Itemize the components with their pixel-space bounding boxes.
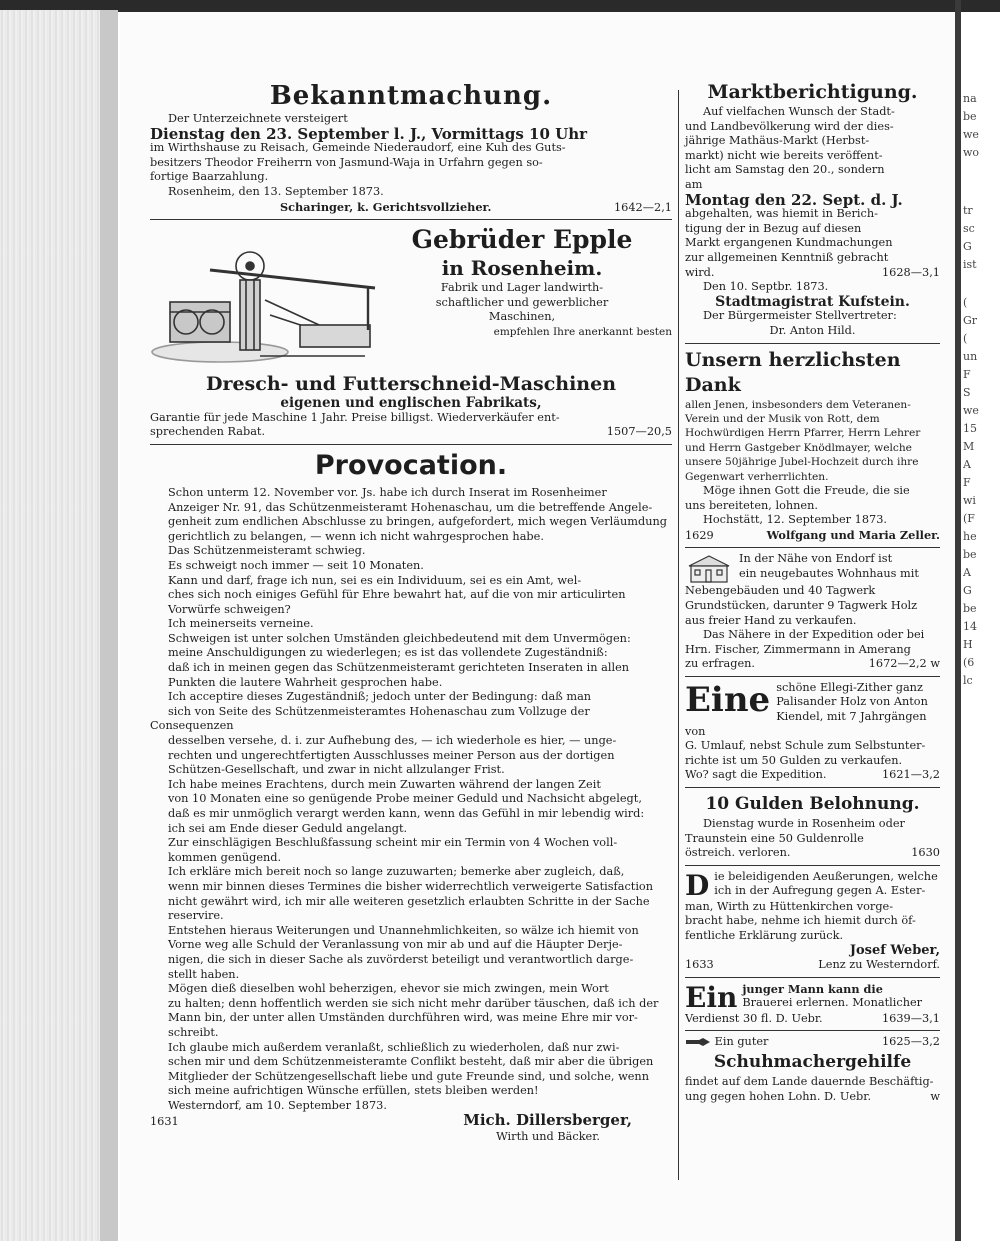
paragraph — [150, 924, 672, 982]
edge-fragment: 15 — [963, 422, 977, 435]
text-line: Das Nähere in der Expedition oder bei — [703, 628, 925, 642]
text-line: Wo? sagt die Expedition. — [685, 768, 827, 782]
paragraph — [150, 982, 672, 1040]
column-rule — [678, 90, 679, 1180]
paragraph — [150, 690, 672, 778]
text-line: und Herrn Gastgeber Knödlmayer, welche — [685, 441, 912, 454]
text-line: am — [685, 177, 703, 191]
text-line: Der Unterzeichnete versteigert — [168, 112, 348, 125]
drop-initial: D — [685, 868, 710, 902]
divider — [685, 547, 940, 548]
divider — [150, 444, 672, 445]
ad-weber — [685, 870, 940, 973]
text-line: Punkten die lautere Wahrheit gesprochen habe. — [168, 675, 443, 689]
edge-fragment: sc — [963, 222, 975, 235]
ad-endorf — [685, 552, 940, 672]
epple-subtitle: in Rosenheim. — [441, 256, 603, 281]
divider — [150, 219, 672, 220]
text-line: tigung der in Bezug auf diesen — [685, 221, 862, 235]
ad-schuhmacher — [685, 1035, 940, 1104]
paragraph — [150, 632, 672, 690]
text-line: ich sei am Ende dieser Geduld angelangt. — [168, 821, 408, 835]
edge-fragment: ( — [963, 296, 968, 309]
house-icon — [685, 554, 733, 584]
product-subline: eigenen und englischen Fabrikats, — [280, 395, 542, 412]
left-column — [150, 80, 672, 1145]
text-line: Schützen-Gesellschaft, und zwar in nicht allzulanger Frist. — [168, 763, 505, 777]
text-line: Vorne weg alle Schuld der Veranlassung von mir ab und auf die Häupter Derje- — [168, 938, 623, 952]
ref-number: 1628—3,1 — [881, 265, 940, 279]
text-line: Schweigen ist unter solchen Umständen gleichbedeutend mit dem Unvermögen: — [168, 631, 631, 645]
text-line: ung gegen hohen Lohn. D. Uebr. — [685, 1089, 872, 1103]
text-line: empfehlen Ihre anerkannt besten — [493, 325, 672, 338]
text-line: Ich habe meines Erachtens, durch mein Zuwarten während der langen Zeit — [168, 777, 601, 791]
text-line: schreibt. — [168, 1025, 219, 1039]
text-line: markt) nicht wie bereits veröffent- — [685, 148, 883, 162]
ad-bekanntmachung — [150, 80, 672, 215]
edge-fragment: he — [963, 530, 977, 543]
edge-fragment: be — [963, 110, 977, 123]
text-line: Zur einschlägigen Beschlußfassung scheint mir ein Termin von 4 Wochen voll- — [168, 836, 618, 850]
provocation-title: Provocation. — [314, 449, 508, 481]
ref-number: 1630 — [911, 846, 940, 860]
text-line: schen mir und dem Schützenmeisteramte Conflikt besteht, daß mir aber die übrigen — [168, 1055, 654, 1069]
date-line: Den 10. Septbr. 1873. — [703, 280, 829, 294]
market-date: Montag den 22. Sept. d. J. — [685, 190, 903, 209]
paragraph — [150, 865, 672, 923]
edge-fragment: Gr — [963, 314, 978, 327]
text-line: sich meine aufrichtigen Wünsche erfüllen, stets bleiben werden! — [168, 1084, 539, 1098]
text-line: zu halten; denn hoffentlich werden sie sich nicht mehr darüber täuschen, daß ich der — [168, 996, 659, 1010]
text-line: aus freier Hand zu verkaufen. — [685, 613, 857, 627]
paragraph — [150, 617, 672, 632]
text-line: zu erfragen. — [685, 657, 756, 671]
text-line: daß ich in meinen gegen das Schützenmeisteramt gerichteten Inseraten in allen — [168, 661, 630, 675]
text-line: Es schweigt noch immer — seit 10 Monaten. — [168, 558, 424, 572]
signature: Josef Weber, — [849, 942, 940, 958]
edge-fragment: H — [963, 638, 973, 651]
divider — [685, 865, 940, 866]
text-line: Möge ihnen Gott die Freude, die sie — [703, 483, 910, 497]
text-line: und Landbevölkerung wird der dies- — [685, 119, 894, 133]
text-line: kommen genügend. — [168, 850, 282, 864]
page-fold — [955, 0, 961, 1241]
paragraph — [150, 778, 672, 836]
edge-fragment: (6 — [963, 656, 975, 669]
divider — [685, 1030, 940, 1031]
signature: Mich. Dillersberger, — [463, 1111, 632, 1130]
text-line: Ich erkläre mich bereit noch so lange zuzuwarten; bemerke aber zugleich, daß, — [168, 865, 625, 879]
text-line: Mann bin, der unter allen Umständen durchführen wird, was meine Ehre mir vor- — [168, 1011, 638, 1025]
paragraph — [150, 486, 672, 544]
text-line: allen Jenen, insbesonders dem Veteranen- — [685, 398, 911, 411]
text-line: Das Schützenmeisteramt schwieg. — [168, 544, 366, 558]
ad-epple — [150, 224, 672, 440]
signature-subline: Lenz zu Westerndorf. — [818, 958, 940, 972]
text-line: Palisander Holz von Anton — [776, 695, 928, 709]
edge-fragment: un — [963, 350, 978, 363]
ref-number: 1625—3,2 — [881, 1035, 940, 1049]
signature-subline: Wirth und Bäcker. — [496, 1130, 600, 1144]
text-line: rechten und ungerechtfertigten Ausschlusses meiner Person aus der dortigen — [168, 748, 615, 762]
text-line: sich von Seite des Schützenmeisteramtes Hohenaschau zum Vollzuge der Consequenzen — [150, 704, 590, 733]
drop-initial: Eine — [685, 679, 771, 720]
text-line: Traunstein eine 50 Guldenrolle — [685, 831, 864, 845]
authority: Stadtmagistrat Kufstein. — [715, 293, 910, 310]
text-line: im Wirthshause zu Reisach, Gemeinde Niederaudorf, eine Kuh des Guts- — [150, 141, 566, 155]
text-line: abgehalten, was hiemit in Berich- — [685, 207, 878, 221]
next-page-edge — [963, 90, 1000, 1240]
edge-fragment: wi — [963, 494, 976, 507]
text-line: ich in der Aufregung gegen A. Ester- — [714, 884, 926, 898]
epple-title: Gebrüder Epple — [411, 225, 633, 255]
belohnung-title: 10 Gulden Belohnung. — [705, 794, 920, 815]
edge-fragment: A — [963, 458, 971, 471]
scan-top-edge — [0, 0, 1000, 12]
text-line: Grundstücken, darunter 9 Tagwerk Holz — [685, 598, 918, 612]
edge-fragment: S — [963, 386, 971, 399]
text-line: Kann und darf, frage ich nun, sei es ein Individuum, sei es ein Amt, wel- — [168, 573, 582, 587]
text-line: wenn mir binnen dieses Termines die bisher widerrechtlich verweigerte Satisfaction — [168, 879, 654, 893]
text-line: stellt haben. — [168, 967, 240, 981]
text-line: Mögen dieß dieselben wohl beherzigen, ehevor sie mich zwingen, mein Wort — [168, 982, 609, 996]
right-column — [685, 80, 940, 1104]
auction-date: Dienstag den 23. September l. J., Vormittags 10 Uhr — [150, 124, 587, 143]
text-line: Ich acceptire dieses Zugeständniß; jedoch unter der Bedingung: daß man — [168, 690, 592, 704]
text-line: von 10 Monaten eine so genügende Probe meiner Geduld und Nachsicht abgelegt, — [168, 792, 642, 806]
edge-fragment: ist — [963, 258, 977, 271]
edge-fragment: 14 — [963, 620, 977, 633]
threshing-machine-illustration — [150, 230, 378, 370]
pointing-hand-icon — [685, 1037, 711, 1047]
edge-fragment: M — [963, 440, 975, 453]
text-line: gerichtlich zu belangen, — wenn ich nicht wahrgesprochen habe. — [168, 529, 544, 543]
text-line: nigen, die sich in dieser Sache als zuvörderst beteiligt und verantwortlich darge- — [168, 952, 634, 966]
edge-fragment: G — [963, 240, 972, 253]
text-line: Verdienst 30 fl. D. Uebr. — [685, 1011, 823, 1025]
text-line: fentliche Erklärung zurück. — [685, 929, 844, 942]
text-line: w — [930, 1089, 940, 1103]
ad-junger-mann — [685, 982, 940, 1027]
divider — [685, 343, 940, 344]
edge-fragment: (F — [963, 512, 975, 525]
edge-fragment: F — [963, 476, 971, 489]
paragraph — [150, 574, 672, 618]
text-line: desselben versehe, d. i. zur Aufhebung des, — ich wiederhole es hier, — unge- — [168, 734, 617, 748]
text-line: meine Anschuldigungen zu wiederlegen; es ist das vollendete Zugeständniß: — [168, 646, 608, 660]
ref-number: 1621—3,2 — [881, 768, 940, 782]
edge-fragment: wo — [963, 146, 980, 159]
text-line: schaftlicher und gewerblicher — [435, 295, 609, 309]
edge-fragment: tr — [963, 204, 973, 217]
bekanntmachung-title: Bekanntmachung. — [269, 81, 553, 111]
edge-fragment: A — [963, 566, 971, 579]
ref-number: 1672—2,2 w — [868, 657, 940, 671]
text-line: Ein guter — [714, 1035, 769, 1049]
text-line: junger Mann kann die — [742, 981, 883, 996]
text-line: ie beleidigenden Aeußerungen, welche — [714, 869, 938, 883]
text-line: unsere 50jährige Jubel-Hochzeit durch ihre — [685, 456, 919, 469]
ref-number: 1642—2,1 — [613, 200, 672, 214]
text-line: ches sich noch einiges Gefühl für Ehre bewahrt hat, auf die von mir articulirten — [168, 588, 626, 602]
dank-title: Unsern herzlichsten Dank — [685, 348, 901, 396]
ad-provocation — [150, 449, 672, 1145]
text-line: Vorwürfe schweigen? — [168, 602, 291, 616]
text-line: Hochwürdigen Herrn Pfarrer, Herrn Lehrer — [685, 427, 921, 440]
place-date: Westerndorf, am 10. September 1873. — [168, 1098, 387, 1112]
edge-fragment: lc — [963, 674, 973, 687]
text-line: Hrn. Fischer, Zimmermann in Amerang — [685, 642, 911, 656]
ref-number: 1631 — [150, 1115, 179, 1129]
edge-fragment: be — [963, 602, 977, 615]
text-line: zur allgemeinen Kenntniß gebracht — [685, 250, 889, 264]
markt-title: Marktberichtigung. — [707, 81, 918, 103]
text-line: Der Bürgermeister Stellvertreter: — [703, 309, 897, 323]
paragraph — [150, 559, 672, 574]
text-line: Auf vielfachen Wunsch der Stadt- — [703, 105, 895, 118]
edge-fragment: F — [963, 368, 971, 381]
edge-fragment: we — [963, 128, 979, 141]
place-date: Hochstätt, 12. September 1873. — [703, 513, 887, 527]
text-line: genheit zum endlichen Abschlusse zu bringen, aufgefordert, mich wegen Verläumdung — [168, 515, 668, 529]
paragraph — [150, 544, 672, 559]
text-line: Nebengebäuden und 40 Tagwerk — [685, 584, 876, 598]
text-line: Kiendel, mit 7 Jahrgängen von — [685, 710, 927, 738]
text-line: bracht habe, nehme ich hiemit durch öf- — [685, 914, 916, 928]
text-line: Schon unterm 12. November vor. Js. habe ich durch Inserat im Rosenheimer — [168, 485, 607, 499]
text-line: fortige Baarzahlung. — [150, 170, 269, 184]
signature: Wolfgang und Maria Zeller. — [766, 527, 940, 542]
edge-fragment: na — [963, 92, 977, 105]
text-line: uns bereiteten, lohnen. — [685, 498, 818, 512]
text-line: reservire. — [168, 909, 224, 923]
text-line: jährige Mathäus-Markt (Herbst- — [685, 134, 870, 148]
binding-gutter — [100, 10, 118, 1241]
text-line: Ich glaube mich außerdem veranlaßt, schließlich zu wiederholen, daß nur zwi- — [168, 1040, 620, 1054]
text-line: ein neugebautes Wohnhaus mit — [739, 566, 919, 580]
text-line: Mitglieder der Schützengesellschaft liebe und gute Freunde sind, und solche, wenn — [168, 1069, 649, 1083]
divider — [685, 977, 940, 978]
product-name: Dresch- und Futterschneid-Maschinen — [205, 373, 617, 396]
paragraph — [150, 1041, 672, 1099]
edge-fragment: G — [963, 584, 972, 597]
text-line: Entstehen hieraus Weiterungen und Unannehmlichkeiten, so wälze ich hiemit von — [168, 923, 639, 937]
text-line: schöne Ellegi-Zither ganz — [776, 680, 923, 694]
text-line: licht am Samstag den 20., sondern — [685, 163, 885, 177]
edge-fragment: be — [963, 548, 977, 561]
divider — [685, 787, 940, 788]
ad-marktberichtigung — [685, 80, 940, 339]
edge-fragment: we — [963, 404, 979, 417]
text-line: findet auf dem Lande dauernde Beschäftig- — [685, 1074, 934, 1088]
ad-dank — [685, 348, 940, 544]
signature: Scharinger, k. Gerichtsvollzieher. — [280, 199, 492, 214]
ad-belohnung — [685, 792, 940, 861]
ref-number: 1629 — [685, 528, 714, 542]
mayor-name: Dr. Anton Hild. — [769, 323, 856, 337]
text-line: Markt ergangenen Kundmachungen — [685, 236, 893, 250]
text-line: Ich meinerseits verneine. — [168, 617, 314, 631]
text-line: nicht gewährt wird, ich mir alle weiteren gesetzlich erlaubten Schritte in der Sache — [168, 894, 650, 908]
text-line: Garantie für jede Maschine 1 Jahr. Preise billigst. Wiederverkäufer ent- — [150, 410, 560, 424]
text-line: In der Nähe von Endorf ist — [739, 552, 893, 566]
ref-number: 1507—20,5 — [606, 425, 672, 439]
text-line: Anzeiger Nr. 91, das Schützenmeisteramt Hohenaschau, um die betreffende Angele- — [168, 500, 653, 514]
text-line: Brauerei erlernen. Monatlicher — [742, 996, 923, 1010]
text-line: richte ist um 50 Gulden zu verkaufen. — [685, 753, 903, 767]
text-line: Dienstag wurde in Rosenheim oder — [703, 817, 905, 831]
text-line: Fabrik und Lager landwirth- — [440, 281, 604, 295]
paragraph — [150, 836, 672, 865]
text-line: Maschinen, — [488, 310, 556, 324]
text-line: wird. — [685, 265, 715, 279]
ref-number: 1633 — [685, 958, 714, 972]
ad-zither — [685, 681, 940, 783]
text-line: östreich. verloren. — [685, 846, 791, 860]
drop-initial: Ein — [685, 980, 738, 1014]
divider — [685, 676, 940, 677]
text-line: besitzers Theodor Freiherrn von Jasmund-Waja in Urfahrn gegen so- — [150, 155, 543, 169]
edge-fragment: ( — [963, 332, 968, 345]
text-line: Verein und der Musik von Rott, dem — [685, 412, 880, 425]
schuh-title: Schuhmachergehilfe — [713, 1051, 912, 1072]
place-date: Rosenheim, den 13. September 1873. — [168, 184, 384, 198]
text-line: G. Umlauf, nebst Schule zum Selbstunter- — [685, 739, 926, 753]
text-line: sprechenden Rabat. — [150, 425, 266, 439]
text-line: daß es mir unmöglich verargt werden kann, wenn das Gefühl in mir lebendig wird: — [168, 807, 645, 820]
text-line: Gegenwart verherrlichten. — [685, 470, 829, 483]
text-line: man, Wirth zu Hüttenkirchen vorge- — [685, 899, 894, 913]
ref-number: 1639—3,1 — [881, 1011, 940, 1025]
